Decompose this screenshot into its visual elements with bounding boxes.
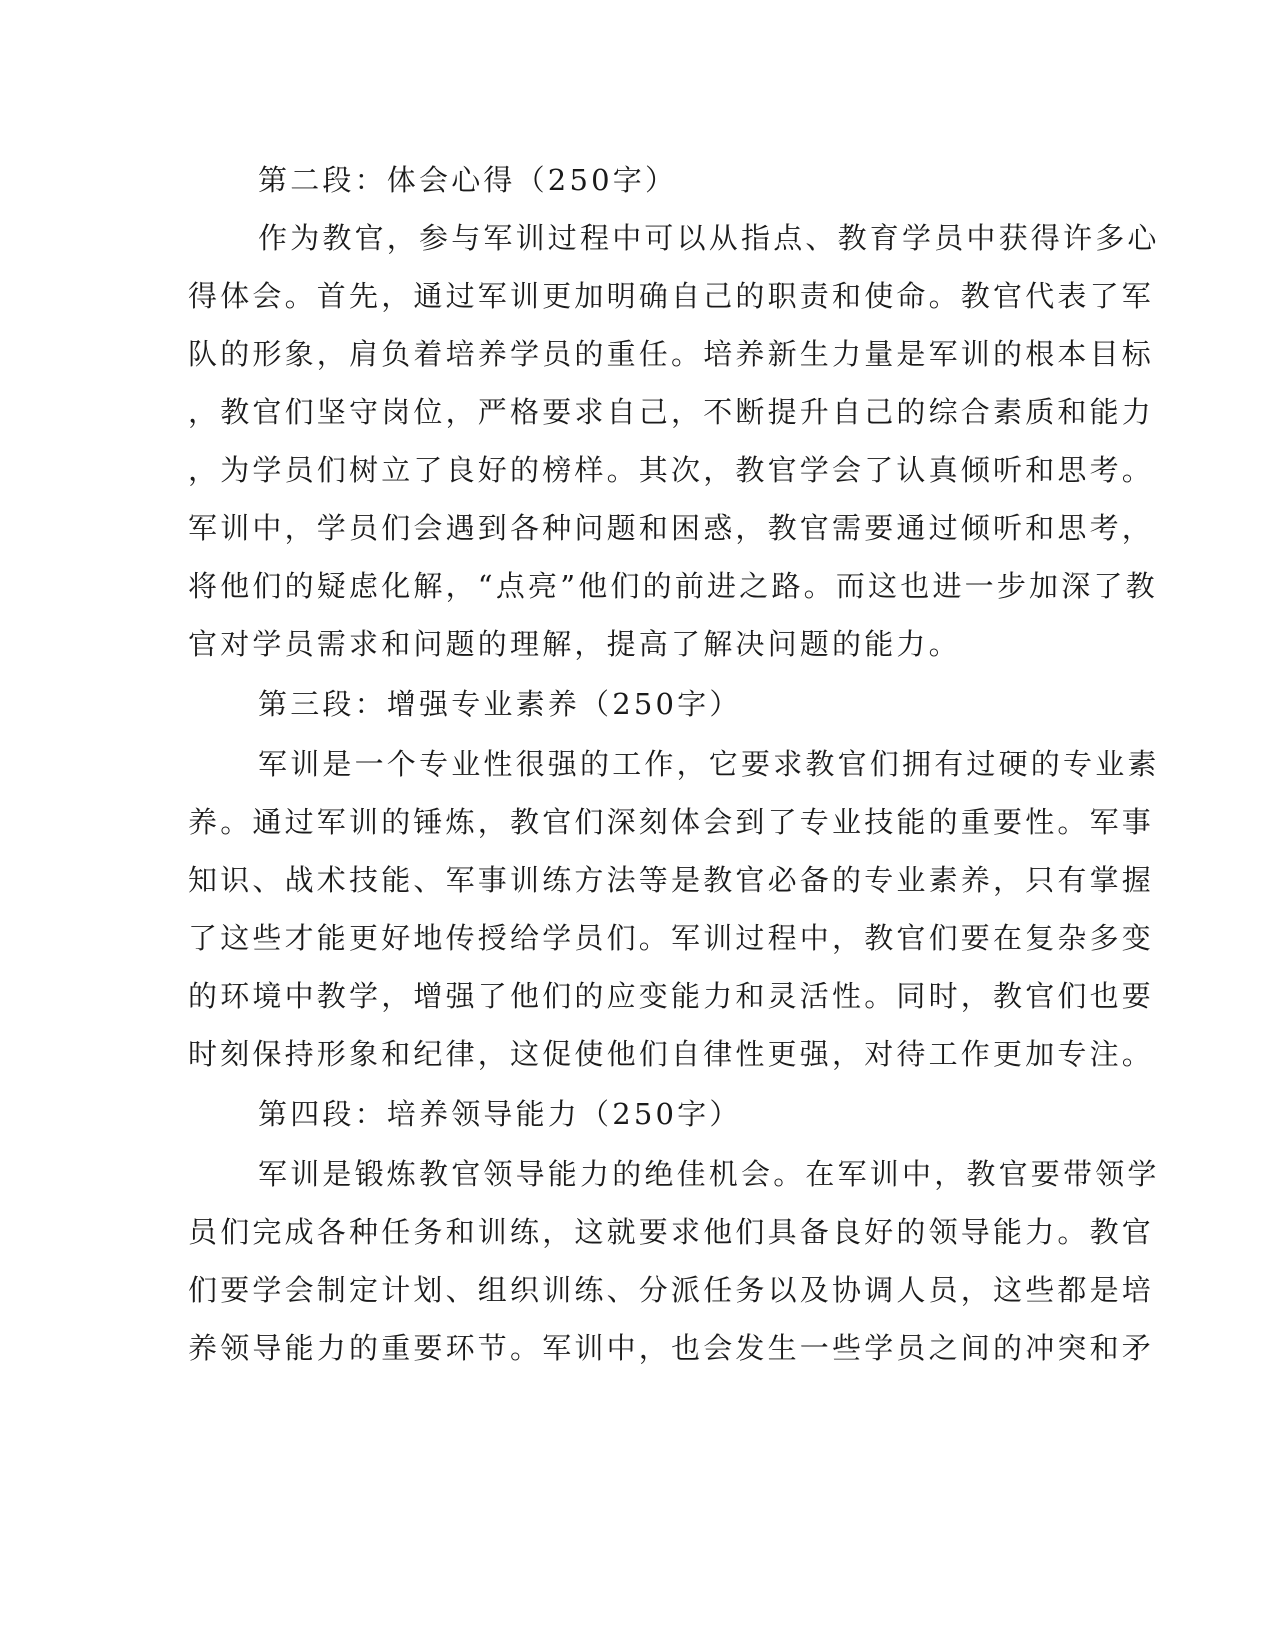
paragraph-line: 的环境中教学，增强了他们的应变能力和灵活性。同时，教官们也要 [188,979,1155,1013]
paragraph-line: 军训是锻炼教官领导能力的绝佳机会。在军训中，教官要带领学 [258,1157,1160,1191]
paragraph-line: ，教官们坚守岗位，严格要求自己，不断提升自己的综合素质和能力 [188,395,1155,429]
paragraph-line: 军训是一个专业性很强的工作，它要求教官们拥有过硬的专业素 [258,747,1160,781]
paragraph-line: 了这些才能更好地传授给学员们。军训过程中，教官们要在复杂多变 [188,921,1155,955]
paragraph-line: 将他们的疑虑化解，“点亮”他们的前进之路。而这也进一步加深了教 [188,569,1158,603]
paragraph-line: 军训中，学员们会遇到各种问题和困惑，教官需要通过倾听和思考， [188,511,1155,545]
paragraph-line: 时刻保持形象和纪律，这促使他们自律性更强，对待工作更加专注。 [188,1037,1155,1071]
section-heading-2: 第二段：体会心得（250字） [258,163,678,197]
paragraph-line: ，为学员们树立了良好的榜样。其次，教官学会了认真倾听和思考。 [188,453,1155,487]
paragraph-line: 们要学会制定计划、组织训练、分派任务以及协调人员，这些都是培 [188,1273,1155,1307]
paragraph-line: 作为教官，参与军训过程中可以从指点、教育学员中获得许多心 [258,221,1160,255]
paragraph-line: 员们完成各种任务和训练，这就要求他们具备良好的领导能力。教官 [188,1215,1155,1249]
paragraph-line: 得体会。首先，通过军训更加明确自己的职责和使命。教官代表了军 [188,279,1155,313]
paragraph-line: 知识、战术技能、军事训练方法等是教官必备的专业素养，只有掌握 [188,863,1155,897]
section-heading-3: 第三段：增强专业素养（250字） [258,687,742,721]
paragraph-line: 官对学员需求和问题的理解，提高了解决问题的能力。 [188,627,961,661]
paragraph-line: 队的形象，肩负着培养学员的重任。培养新生力量是军训的根本目标 [188,337,1155,371]
paragraph-line: 养。通过军训的锤炼，教官们深刻体会到了专业技能的重要性。军事 [188,805,1155,839]
section-heading-4: 第四段：培养领导能力（250字） [258,1097,742,1131]
paragraph-line: 养领导能力的重要环节。军训中，也会发生一些学员之间的冲突和矛 [188,1331,1155,1365]
